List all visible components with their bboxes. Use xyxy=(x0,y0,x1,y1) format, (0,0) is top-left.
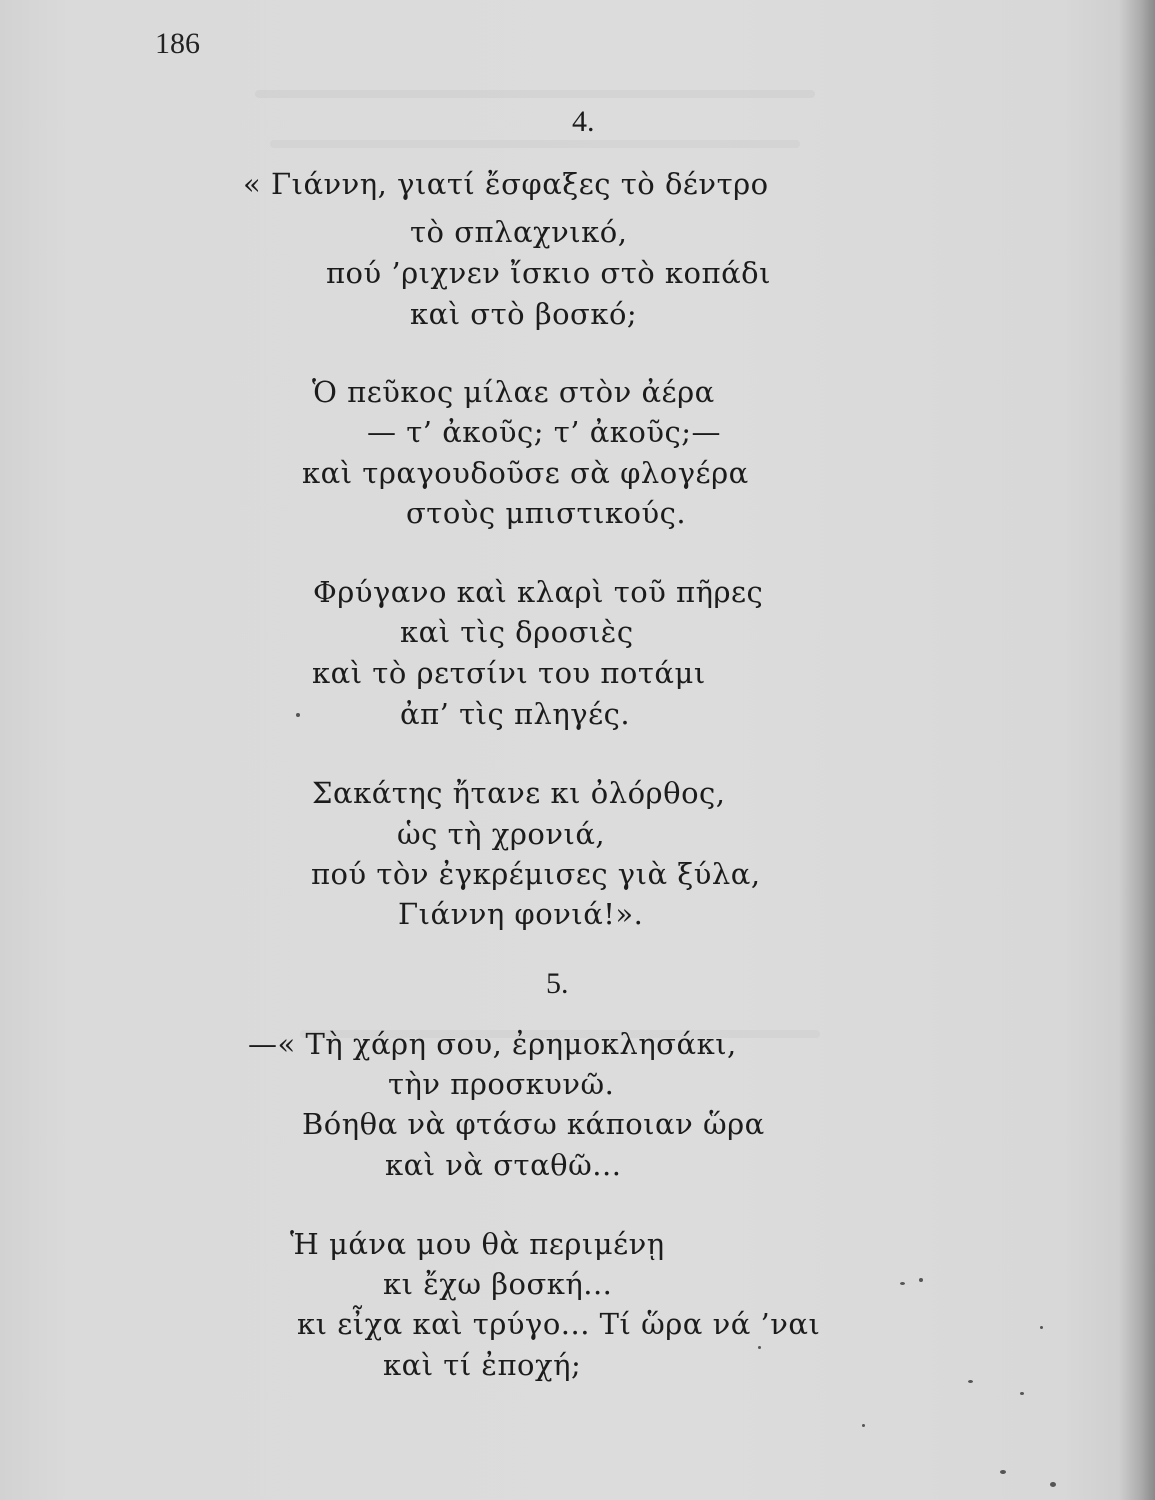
poem-line: καὶ τὸ ρετσίνι του ποτάμι xyxy=(312,656,706,690)
scan-speck xyxy=(968,1380,973,1383)
poem-line: καὶ στὸ βοσκό; xyxy=(410,297,638,331)
poem-line: Ἡ μάνα μου θὰ περιμένῃ xyxy=(290,1227,665,1261)
poem-line: — τ’ ἀκοῦς; τ’ ἀκοῦς;— xyxy=(367,415,722,449)
poem-line: Βόηθα νὰ φτάσω κάποιαν ὥρα xyxy=(302,1107,765,1141)
section-heading: 4. xyxy=(572,105,595,138)
scan-speck xyxy=(1000,1470,1006,1474)
poem-line: καὶ τραγουδοῦσε σὰ φλογέρα xyxy=(302,456,749,490)
section-heading: 5. xyxy=(546,967,569,1000)
poem-line: Ὁ πεῦκος μίλαε στὸν ἀέρα xyxy=(312,375,715,409)
scan-speck xyxy=(1020,1392,1024,1395)
poem-line: Γιάννη φονιά!». xyxy=(398,897,644,931)
page-edge-shadow xyxy=(1119,0,1155,1500)
poem-line: κι εἶχα καὶ τρύγο... Τί ὥρα νά ’ναι xyxy=(297,1307,821,1341)
poem-line: Σακάτης ἤτανε κι ὀλόρθος, xyxy=(312,776,726,810)
poem-line: —« Τὴ χάρη σου, ἐρημοκλησάκι, xyxy=(248,1027,737,1061)
scan-speck xyxy=(1050,1482,1056,1487)
poem-line: « Γιάννη, γιατί ἔσφαξες τὸ δέντρο xyxy=(243,167,769,201)
scan-speck xyxy=(900,1282,905,1285)
poem-line: τὸ σπλαχνικό, xyxy=(410,215,628,249)
poem-line: Φρύγανο καὶ κλαρὶ τοῦ πῆρες xyxy=(313,575,764,609)
poem-line: ὡς τὴ χρονιά, xyxy=(397,817,606,851)
page-number: 186 xyxy=(155,27,200,60)
scan-speck xyxy=(862,1424,865,1427)
poem-line: ἀπ’ τὶς πληγές. xyxy=(400,697,631,731)
poem-line: καὶ τί ἐποχή; xyxy=(383,1348,582,1382)
poem-line: πού ’ριχνεν ἴσκιο στὸ κοπάδι xyxy=(326,256,771,290)
bleed-through-mark xyxy=(270,140,800,148)
poem-line: κι ἔχω βοσκή... xyxy=(383,1267,613,1301)
poem-line: καὶ νὰ σταθῶ... xyxy=(385,1148,622,1182)
poem-line: καὶ τὶς δροσιὲς xyxy=(400,615,634,649)
scan-speck xyxy=(1040,1326,1043,1329)
poem-line: στοὺς μπιστικούς. xyxy=(406,496,687,530)
scan-speck xyxy=(758,1346,761,1349)
poem-line: τὴν προσκυνῶ. xyxy=(388,1067,615,1101)
poem-line: πού τὸν ἐγκρέμισες γιὰ ξύλα, xyxy=(311,857,761,891)
bleed-through-mark xyxy=(255,90,815,98)
scan-speck xyxy=(296,713,300,717)
scan-speck xyxy=(919,1278,923,1282)
